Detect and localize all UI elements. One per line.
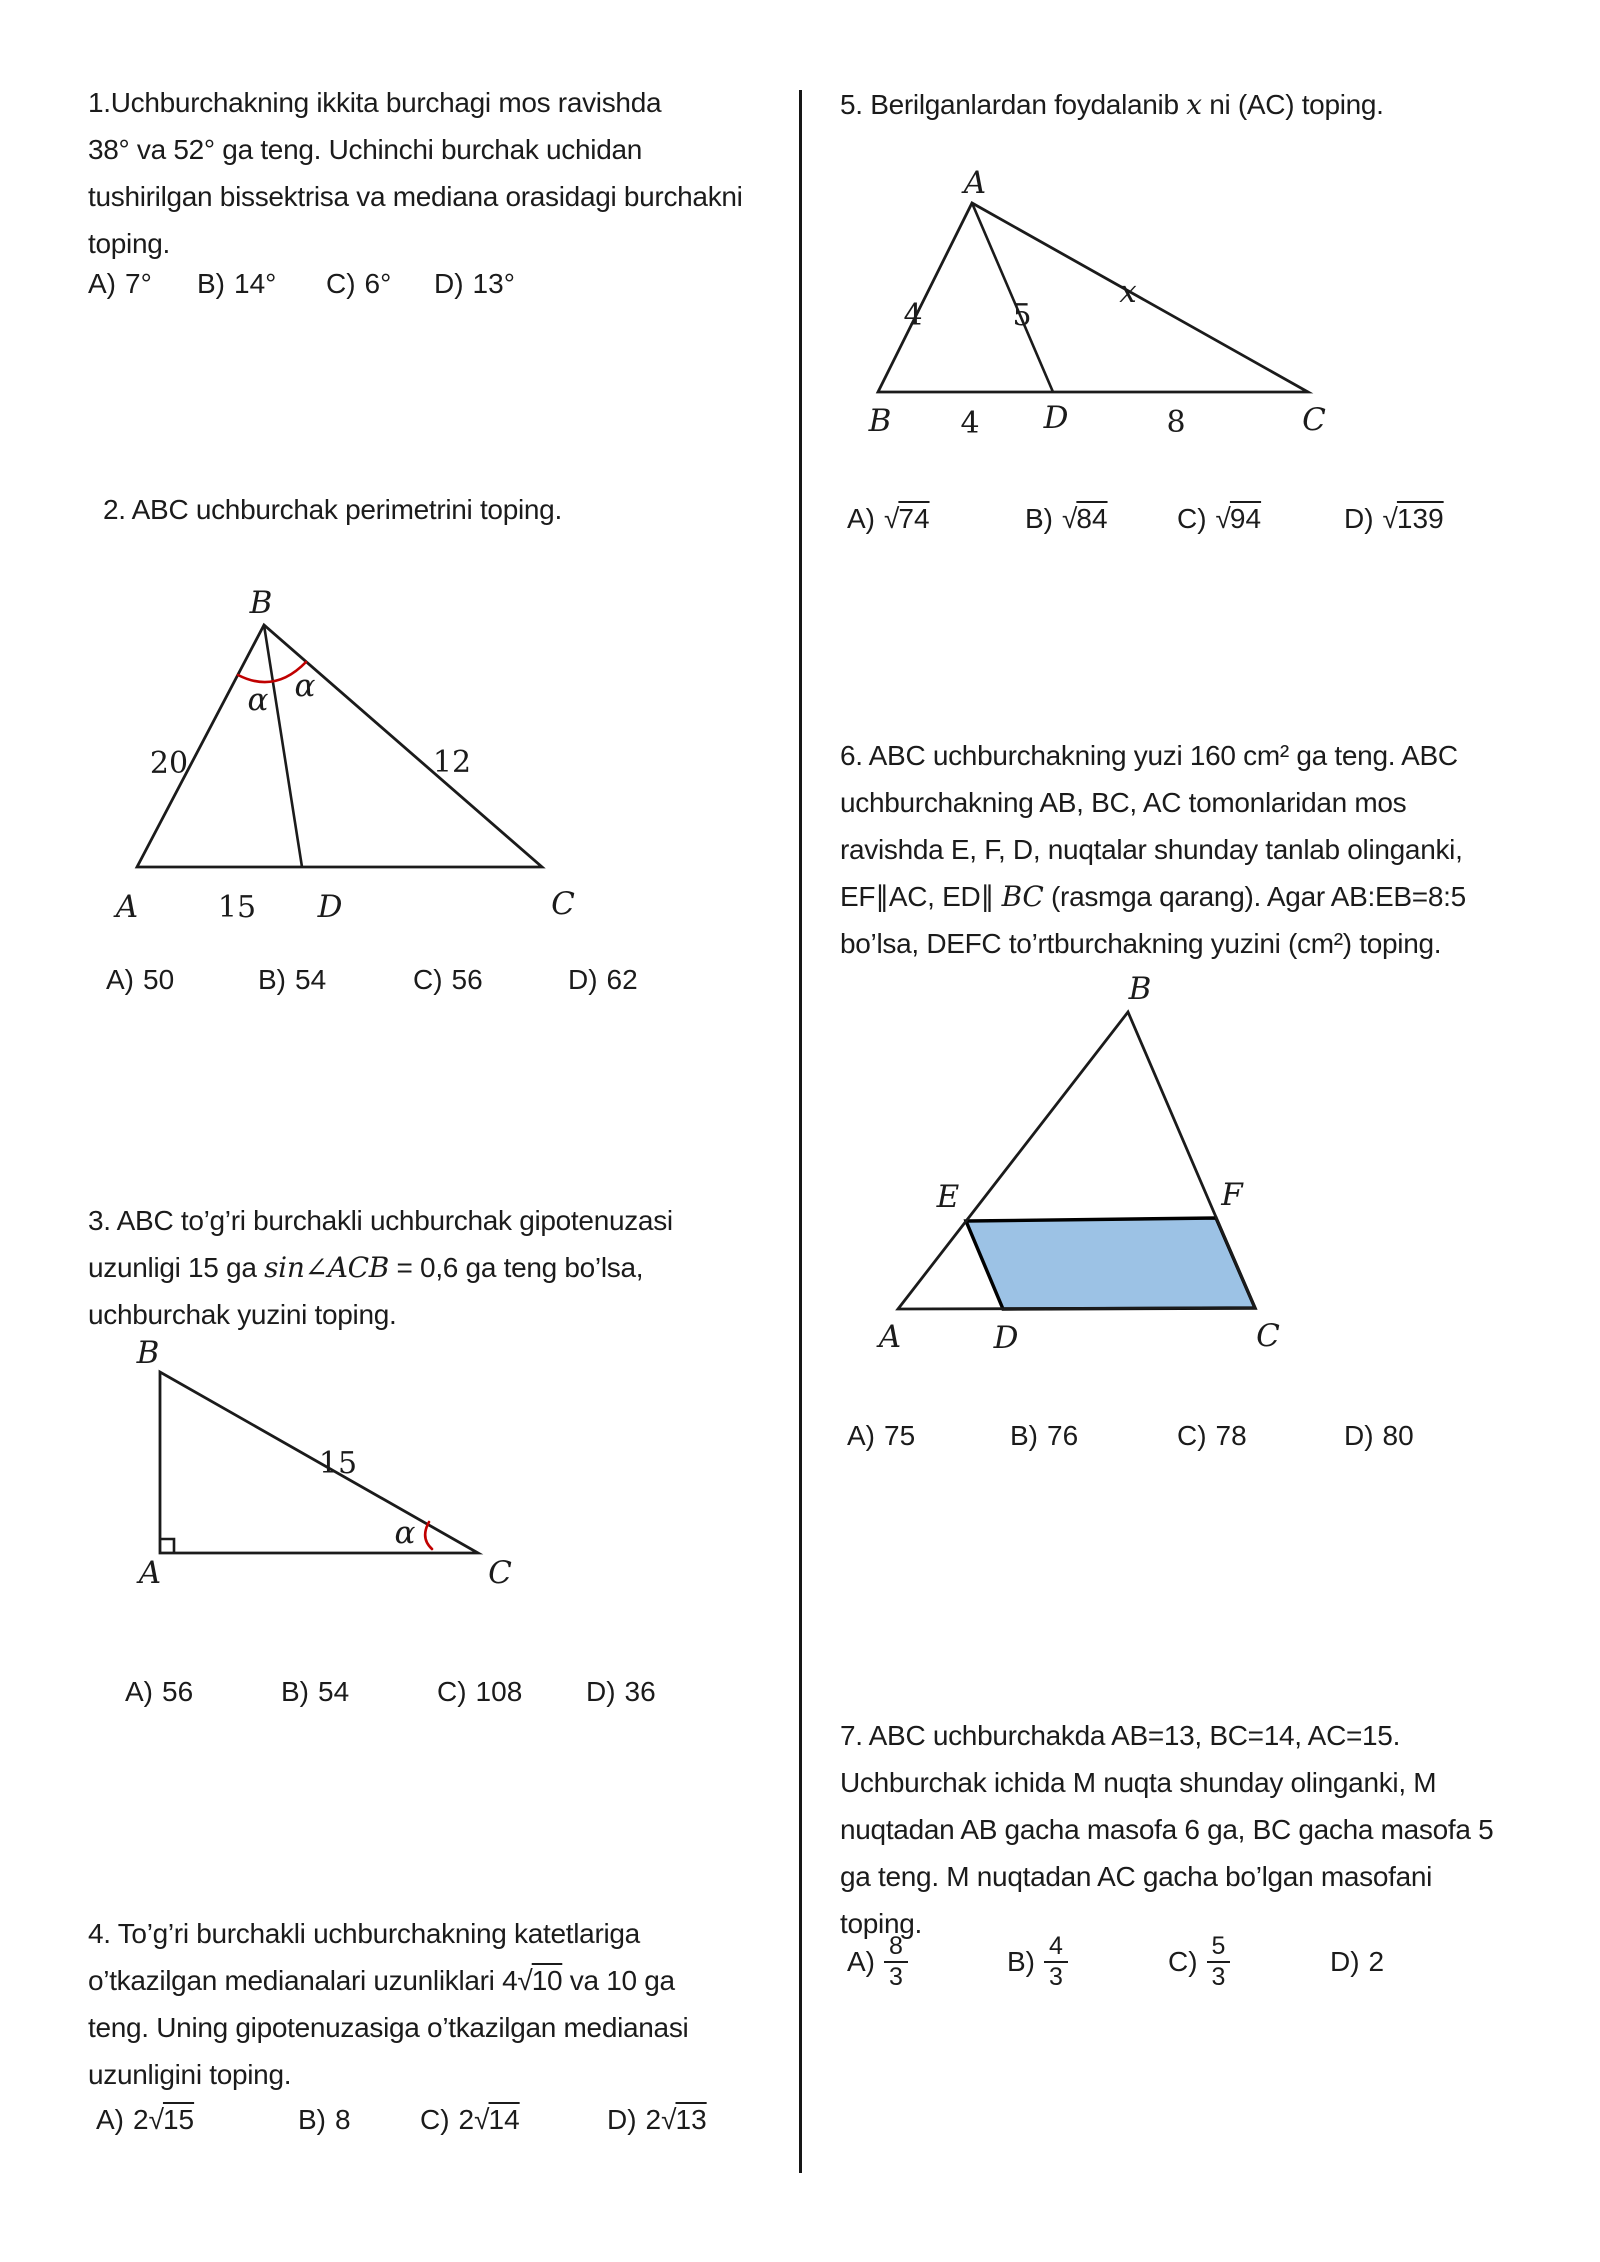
vertex-label-c: C bbox=[488, 1555, 512, 1591]
column-divider bbox=[799, 90, 802, 2173]
option-b: B) 54 bbox=[281, 1676, 350, 1707]
segment-label-ad: 15 bbox=[217, 890, 257, 925]
problem-1-line: 1.Uchburchakning ikkita burchagi mos ravishda bbox=[88, 87, 662, 118]
option-a: A) 75 bbox=[847, 1420, 916, 1451]
problem-5-text bbox=[840, 81, 1384, 128]
side-label-bc: 12 bbox=[432, 745, 472, 780]
vertex-label-b: B bbox=[249, 585, 273, 621]
option-a: A) $\frac{8}{3}$ bbox=[847, 1930, 908, 1994]
triangle-diagram-problem-5 bbox=[840, 165, 1400, 455]
problem-1-line: tushirilgan bissektrisa va mediana orasidagi burchakni bbox=[88, 181, 743, 212]
problem-4-options bbox=[0, 2104, 1600, 2176]
problem-7-line: ga teng. M nuqtadan AC gacha bo’lgan masofani bbox=[840, 1861, 1433, 1892]
problem-1-line: 38° va 52° ga teng. Uchinchi burchak uchidan bbox=[88, 134, 643, 165]
problem-7-line: Uchburchak ichida M nuqta shunday olinganki, M bbox=[840, 1767, 1437, 1798]
angle-label-alpha-left: α bbox=[247, 682, 269, 718]
vertex-label-c: C bbox=[551, 886, 575, 922]
vertex-label-a: A bbox=[878, 1319, 902, 1355]
sqrt-expression: √84 bbox=[1062, 503, 1108, 534]
vertex-label-b: B bbox=[868, 403, 892, 439]
problem-3-line: 3. ABC to’g’ri burchakli uchburchak gipotenuzasi bbox=[88, 1205, 673, 1236]
problem-3-line: uchburchak yuzini toping. bbox=[88, 1299, 397, 1330]
side-label-ab: 20 bbox=[149, 746, 189, 781]
vertex-label-a: A bbox=[963, 165, 987, 201]
option-a: A) 7° bbox=[88, 268, 152, 299]
problem-2-line: 2. ABC uchburchak perimetrini toping. bbox=[103, 494, 562, 525]
option-a: A) 56 bbox=[125, 1676, 194, 1707]
vertex-label-b: B bbox=[136, 1335, 160, 1371]
option-b: B) 54 bbox=[258, 964, 327, 995]
option-c: C) 78 bbox=[1177, 1420, 1247, 1451]
cevian-bd bbox=[264, 625, 302, 867]
sqrt-expression: √139 bbox=[1382, 503, 1444, 534]
math-bc: BC bbox=[1001, 880, 1044, 913]
vertex-label-c: C bbox=[1256, 1318, 1280, 1354]
option-c: C) 108 bbox=[437, 1676, 523, 1707]
problem-3-text bbox=[88, 1197, 673, 1338]
option-c: C) 6° bbox=[326, 268, 392, 299]
option-b: B) 76 bbox=[1010, 1420, 1079, 1451]
problem-7-line: 7. ABC uchburchakda AB=13, BC=14, AC=15. bbox=[840, 1720, 1401, 1751]
option-d: D) 80 bbox=[1344, 1420, 1414, 1451]
option-b: B) 8 bbox=[298, 2104, 351, 2135]
math-sin-acb: sin∠ACB bbox=[264, 1251, 390, 1284]
sqrt-expression: √94 bbox=[1215, 503, 1262, 534]
problem-6-line: 6. ABC uchburchakning yuzi 160 cm² ga teng. ABC bbox=[840, 740, 1458, 771]
triangle-diagram-problem-6 bbox=[860, 955, 1300, 1355]
segment-label-ad: 5 bbox=[1012, 298, 1032, 333]
problem-4-line: teng. Uning gipotenuzasiga o’tkazilgan medianasi bbox=[88, 2012, 689, 2043]
option-b: B) 14° bbox=[197, 268, 277, 299]
problem-6-line: ravishda E, F, D, nuqtalar shunday tanlab olinganki, bbox=[840, 834, 1463, 865]
option-d: D) 2√13 bbox=[607, 2104, 707, 2135]
sqrt-expression: √13 bbox=[661, 2104, 707, 2135]
problem-7-line: nuqtadan AB gacha masofa 6 ga, BC gacha masofa 5 bbox=[840, 1814, 1494, 1845]
fraction: $\frac{8}{3}$ bbox=[884, 1932, 908, 1992]
angle-label-alpha: α bbox=[394, 1515, 416, 1551]
vertex-label-a: A bbox=[115, 889, 139, 925]
problem-6-options bbox=[0, 1420, 1600, 1492]
problem-5-options bbox=[0, 503, 1600, 575]
side-label-ab: 4 bbox=[903, 298, 923, 333]
problem-1-line: toping. bbox=[88, 228, 170, 259]
sqrt-expression: √10 bbox=[517, 1965, 563, 1996]
option-a: A) 2√15 bbox=[96, 2104, 195, 2135]
problem-7-options bbox=[0, 1930, 1600, 2002]
math-x: x bbox=[1186, 88, 1202, 121]
problem-7-text bbox=[840, 1712, 1493, 1947]
sqrt-expression: √74 bbox=[884, 503, 930, 534]
problem-2-options bbox=[0, 964, 1600, 1036]
segment-label-dc: 8 bbox=[1166, 405, 1186, 440]
vertex-label-f: F bbox=[1221, 1177, 1243, 1213]
option-c: C) 56 bbox=[413, 964, 483, 995]
option-b: B) $\frac{4}{3}$ bbox=[1007, 1930, 1068, 1994]
option-d: D) √139 bbox=[1344, 503, 1444, 534]
vertex-label-d: D bbox=[1043, 400, 1069, 436]
problem-4-line: uzunligini toping. bbox=[88, 2059, 292, 2090]
option-b: B) √84 bbox=[1025, 503, 1108, 534]
problem-5-line: 5. Berilganlardan foydalanib x ni (AC) toping. bbox=[840, 88, 1384, 121]
option-c: C) $\frac{5}{3}$ bbox=[1168, 1930, 1230, 1994]
vertex-label-b: B bbox=[1128, 971, 1152, 1007]
problem-1-text bbox=[88, 79, 743, 267]
triangle-outline bbox=[137, 625, 542, 867]
triangle-outline bbox=[878, 203, 1308, 392]
vertex-label-d: D bbox=[993, 1320, 1019, 1355]
segment-label-bd: 4 bbox=[960, 406, 980, 441]
option-d: D) 2 bbox=[1330, 1946, 1385, 1977]
vertex-label-a: A bbox=[138, 1555, 162, 1591]
option-d: D) 36 bbox=[586, 1676, 656, 1707]
vertex-label-d: D bbox=[317, 889, 343, 925]
sqrt-expression: √15 bbox=[148, 2104, 195, 2135]
fraction: $\frac{5}{3}$ bbox=[1207, 1932, 1231, 1992]
sqrt-expression: √14 bbox=[474, 2104, 520, 2135]
fraction: $\frac{4}{3}$ bbox=[1044, 1932, 1068, 1992]
problem-3-line: uzunligi 15 ga sin∠ACB = 0,6 ga teng bo’lsa, bbox=[88, 1251, 644, 1284]
problem-4-line: 4. To’g’ri burchakli uchburchakning katetlariga bbox=[88, 1918, 640, 1949]
problem-7-line: toping. bbox=[840, 1908, 922, 1939]
problem-6-line: EF∥AC, ED∥ BC (rasmga qarang). Agar AB:EB=8:5 bbox=[840, 880, 1466, 913]
shaded-parallelogram-defc bbox=[966, 1218, 1255, 1309]
option-d: D) 62 bbox=[568, 964, 638, 995]
problem-4-line: o’tkazilgan medianalari uzunliklari 4√10 va 10 ga bbox=[88, 1965, 675, 1996]
angle-label-alpha-right: α bbox=[294, 668, 316, 704]
hypotenuse-label: 15 bbox=[318, 1446, 358, 1481]
option-c: C) 2√14 bbox=[420, 2104, 520, 2135]
vertex-label-c: C bbox=[1302, 402, 1326, 438]
triangle-diagram-problem-2 bbox=[80, 570, 590, 940]
option-c: C) √94 bbox=[1177, 503, 1262, 534]
right-angle-mark bbox=[160, 1539, 174, 1553]
option-a: A) 50 bbox=[106, 964, 175, 995]
problem-6-text bbox=[840, 732, 1466, 967]
vertex-label-e: E bbox=[936, 1179, 960, 1215]
option-d: D) 13° bbox=[434, 268, 515, 299]
option-a: A) √74 bbox=[847, 503, 930, 534]
side-label-ac-x: x bbox=[1119, 274, 1137, 310]
problem-6-line: uchburchakning AB, BC, AC tomonlaridan mos bbox=[840, 787, 1407, 818]
problem-6-line: bo’lsa, DEFC to’rtburchakning yuzini (cm²) toping. bbox=[840, 928, 1442, 959]
